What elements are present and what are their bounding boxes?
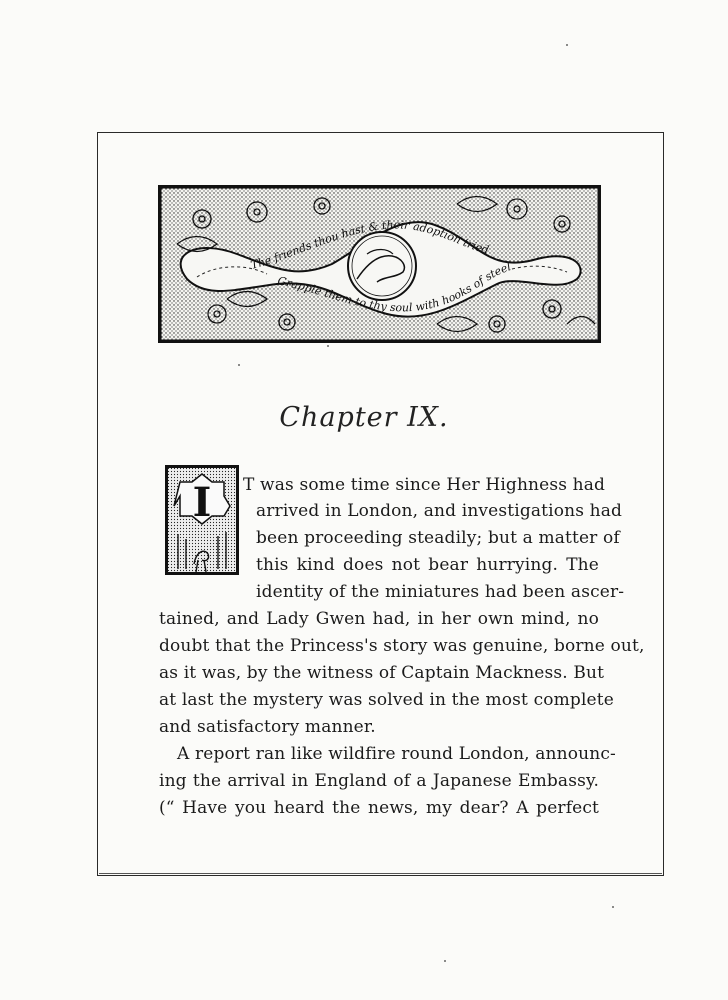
page-border-shadow xyxy=(99,873,662,874)
scan-speck xyxy=(612,906,614,908)
body-line-3: been proceeding steadily; but a matter of xyxy=(256,528,620,548)
motto-line-1: The friends thou hast & their adoption tried xyxy=(249,218,491,272)
body-line-7: doubt that the Princess's story was genuine, borne out, xyxy=(159,636,645,656)
body-line-8: as it was, by the witness of Captain Mackness. But xyxy=(159,663,605,683)
scan-speck xyxy=(327,345,329,347)
body-line-13: (“ Have you heard the news, my dear? A perfect xyxy=(159,798,599,818)
body-line-10: and satisfactory manner. xyxy=(159,717,376,737)
drop-cap-ornament xyxy=(164,464,240,576)
chapter-title: Chapter IX. xyxy=(279,402,449,433)
scan-speck xyxy=(566,44,568,46)
body-line-12: ing the arrival in England of a Japanese Embassy. xyxy=(159,771,599,791)
drop-cap-letter: I xyxy=(192,479,212,526)
body-line-6: tained, and Lady Gwen had, in her own mind, no xyxy=(159,609,599,629)
body-line-9: at last the mystery was solved in the most complete xyxy=(159,690,614,710)
motto-line-2: Grapple them to thy soul with hooks of steel xyxy=(276,260,513,315)
scan-speck xyxy=(444,960,446,962)
body-line-2: arrived in London, and investigations had xyxy=(256,501,623,521)
body-line-4: this kind does not bear hurrying. The xyxy=(256,555,599,575)
scan-speck xyxy=(238,364,240,366)
body-line-1: T was some time since Her Highness had xyxy=(243,475,606,495)
ornamental-banner xyxy=(157,184,602,344)
body-line-5: identity of the miniatures had been ascer- xyxy=(256,582,625,602)
body-line-11: A report ran like wildfire round London, announc- xyxy=(177,744,616,764)
